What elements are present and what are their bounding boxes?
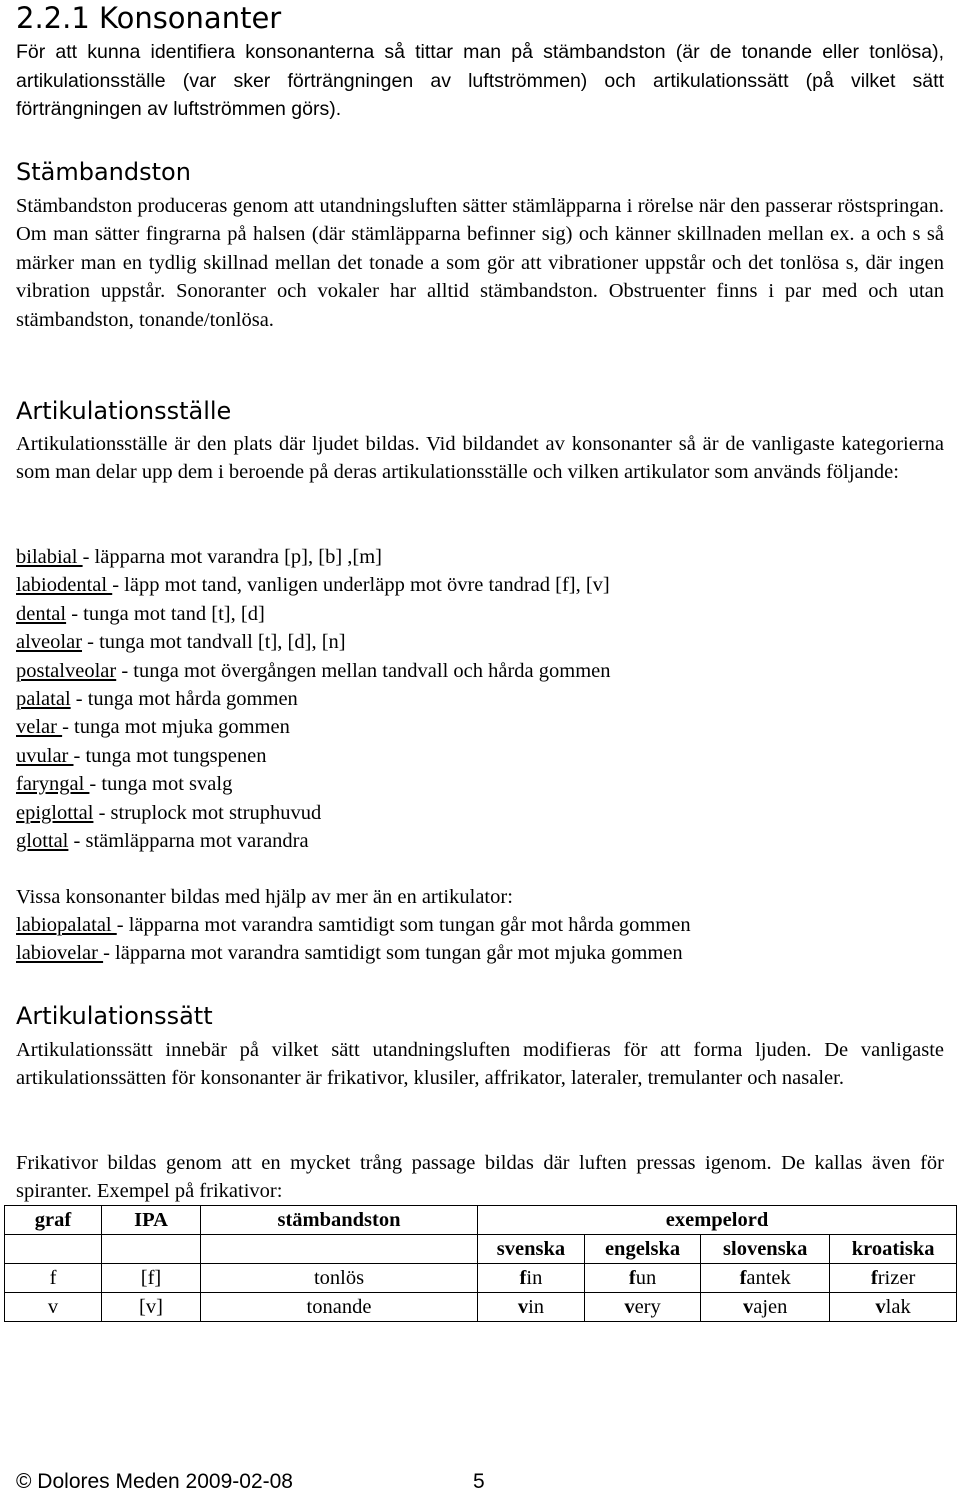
intro-paragraph: För att kunna identifiera konsonanterna så tittar man på stämbandston (är de tonande eller tonlösa), artikulationsställe (var sker förträngningen av luftströmmen) och artikulationssätt (på vilket sätt förträngningen av luftströmmen görs). bbox=[16, 41, 944, 120]
list-item: bilabial - läpparna mot varandra [p], [b] ,[m] bbox=[16, 546, 383, 568]
section-heading: 2.2.1 Konsonanter bbox=[16, 1, 282, 35]
list-item: alveolar - tunga mot tandvall [t], [d], [n] bbox=[16, 631, 346, 654]
table-row: v [v] tonande vin very vajen vlak bbox=[5, 1293, 957, 1322]
list-item: glottal - stämläpparna mot varandra bbox=[16, 830, 309, 853]
fricatives-table bbox=[4, 1205, 957, 1322]
artikulationssatt-heading: Artikulationssätt bbox=[16, 1002, 213, 1030]
list-item: dental - tunga mot tand [t], [d] bbox=[16, 602, 265, 625]
list-item: faryngal - tunga mot svalg bbox=[16, 773, 233, 796]
artikulationsstalle-paragraph: Artikulationsställe är den plats där ljudet bildas. Vid bildandet av konsonanter så är de vanligaste kategorierna som man delar upp dem i beroende på deras artikulationsställe och vilken artikulator som används följande: bbox=[16, 433, 944, 484]
list-item: postalveolar - tunga mot övergången mellan tandvall och hårda gommen bbox=[16, 659, 611, 682]
stambandston-paragraph: Stämbandston produceras genom att utandningsluften sätter stämläpparna i rörelse när den passerar röstspringan. Om man sätter fingrarna på halsen (där stämläpparna befinner sig) och känner skillnaden mellan ex. a och s så märker man en tydlig skillnad mellan det tonade a som gör att vibrationer uppstår och det tonlösa s, där ingen vibration uppstår. Sonoranter och vokaler har alltid stämbandston. Obstruenter finns i par med och utan stämbandston, tonande/tonlösa. bbox=[16, 195, 944, 331]
list-item: palatal - tunga mot hårda gommen bbox=[16, 688, 298, 711]
page-number: 5 bbox=[473, 1470, 485, 1493]
frikativor-paragraph: Frikativor bildas genom att en mycket trång passage bildas där luften pressas igenom. De kallas även för spiranter. Exempel på frikativor: bbox=[16, 1152, 944, 1203]
subheader-svenska: svenska bbox=[478, 1235, 585, 1264]
place-list bbox=[16, 543, 944, 855]
header-ipa: IPA bbox=[102, 1206, 201, 1235]
list-item: velar - tunga mot mjuka gommen bbox=[16, 716, 290, 739]
header-graf: graf bbox=[5, 1206, 102, 1235]
table-header-row bbox=[5, 1206, 957, 1235]
artikulationsstalle-heading: Artikulationsställe bbox=[16, 397, 232, 425]
subheader-kroatiska: kroatiska bbox=[830, 1235, 957, 1264]
subheader-slovenska: slovenska bbox=[701, 1235, 830, 1264]
list-item: labiodental - läpp mot tand, vanligen underläpp mot övre tandrad [f], [v] bbox=[16, 574, 610, 597]
header-exempelord: exempelord bbox=[478, 1206, 957, 1235]
footer-copyright: © Dolores Meden 2009-02-08 bbox=[16, 1470, 293, 1493]
list-item: labiopalatal - läpparna mot varandra samtidigt som tungan går mot hårda gommen bbox=[16, 914, 691, 936]
subheader-engelska: engelska bbox=[584, 1235, 700, 1264]
stambandston-heading: Stämbandston bbox=[16, 158, 191, 186]
header-stambandston: stämbandston bbox=[201, 1206, 478, 1235]
list-item: epiglottal - struplock mot struphuvud bbox=[16, 801, 322, 824]
multi-articulator-intro: Vissa konsonanter bildas med hjälp av mer än en artikulator: bbox=[16, 886, 513, 908]
artikulationssatt-paragraph: Artikulationssätt innebär på vilket sätt utandningsluften modifieras för att forma ljuden. De vanligaste artikulationssätten för konsonanter är frikativor, klusiler, affrikator, lateraler, tremulanter och nasaler. bbox=[16, 1039, 944, 1090]
table-row: f [f] tonlös fin fun fantek frizer bbox=[5, 1264, 957, 1293]
list-item: labiovelar - läpparna mot varandra samtidigt som tungan går mot mjuka gommen bbox=[16, 942, 683, 965]
list-item: uvular - tunga mot tungspenen bbox=[16, 744, 267, 767]
table-subheader-row bbox=[5, 1235, 957, 1264]
multi-articulator-list bbox=[16, 911, 944, 968]
